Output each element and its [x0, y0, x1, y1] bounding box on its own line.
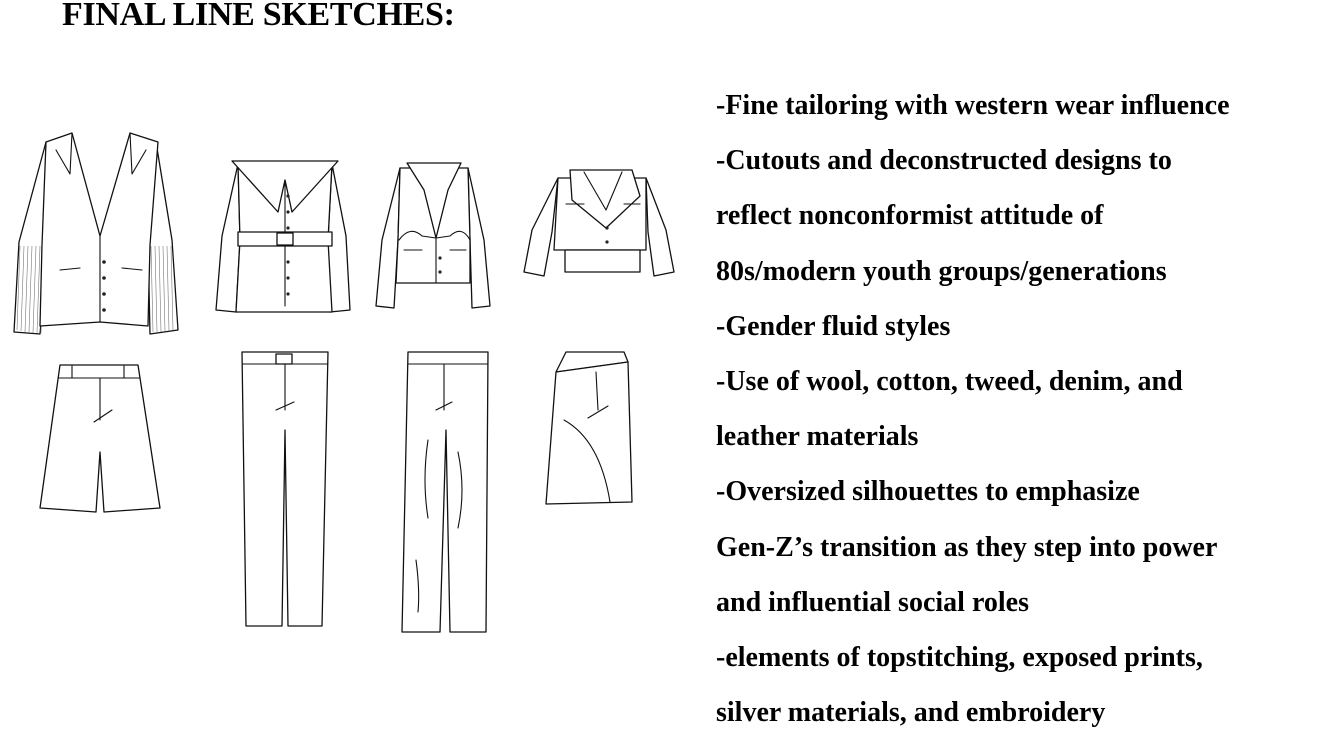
sketch-asymmetric-skirt — [546, 352, 632, 504]
sketch-straight-trousers — [242, 352, 328, 626]
note-line: -Fine tailoring with western wear influence — [716, 90, 1230, 121]
sketch-vest-jacket — [14, 133, 178, 334]
note-line: Gen-Z’s transition as they step into power — [716, 531, 1218, 563]
design-notes — [716, 78, 1316, 740]
note-line: -Oversized silhouettes to emphasize — [716, 476, 1140, 508]
sketch-collared-blouse — [216, 161, 350, 312]
sketch-wide-shorts — [40, 365, 160, 512]
note-line: silver materials, and embroidery — [716, 697, 1106, 729]
note-line: -elements of topstitching, exposed prints, — [716, 641, 1203, 673]
sketch-pointed-collar-jacket — [376, 163, 490, 308]
note-line: -Use of wool, cotton, tweed, denim, and — [716, 365, 1183, 397]
note-line: -Cutouts and deconstructed designs to — [716, 145, 1172, 177]
sketch-cutout-trousers — [402, 352, 488, 632]
note-line: reflect nonconformist attitude of — [716, 200, 1104, 232]
page-title: FINAL LINE SKETCHES: — [62, 0, 455, 33]
note-line: 80s/modern youth groups/generations — [716, 255, 1167, 287]
sketch-cropped-jacket — [524, 170, 674, 276]
note-line: and influential social roles — [716, 586, 1029, 618]
note-line: leather materials — [716, 421, 919, 453]
note-line: -Gender fluid styles — [716, 310, 951, 342]
